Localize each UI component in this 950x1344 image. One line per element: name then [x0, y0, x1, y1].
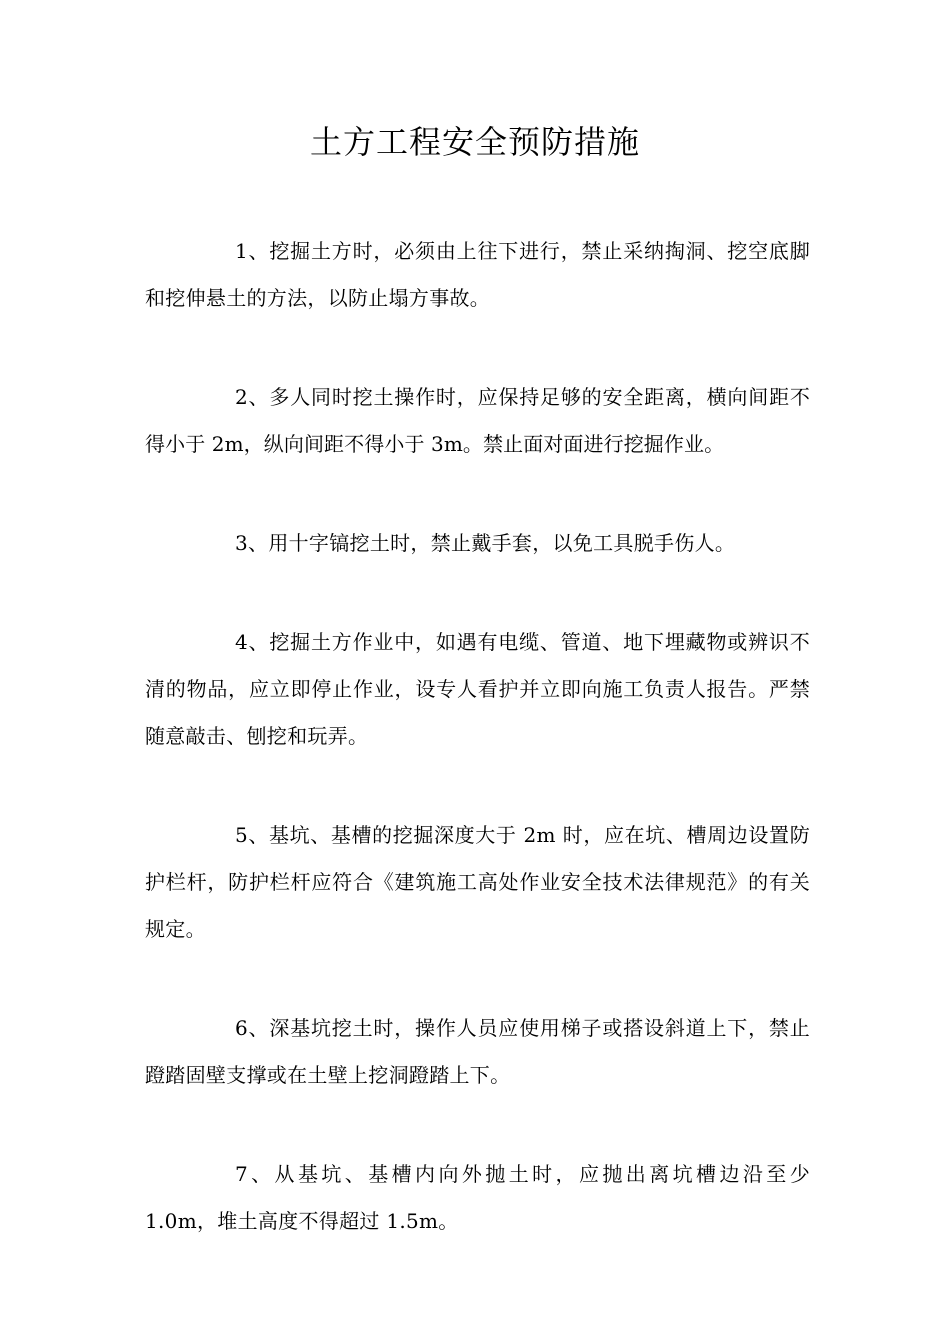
paragraph-5: 5、基坑、基槽的挖掘深度大于 2m 时，应在坑、槽周边设置防护栏杆，防护栏杆应符合《建筑施工高处作业安全技术法律规范》的有关规定。 [145, 823, 810, 941]
paragraph-1: 1、挖掘土方时，必须由上往下进行，禁止采纳掏洞、挖空底脚和挖伸悬土的方法，以防止塌方事故。 [145, 239, 810, 310]
document-title: 土方工程安全预防措施 [309, 123, 640, 161]
paragraph-2: 2、多人同时挖土操作时，应保持足够的安全距离，横向间距不得小于 2m，纵向间距不得小于 3m。禁止面对面进行挖掘作业。 [145, 385, 810, 456]
document-body [145, 228, 810, 1297]
paragraph-7: 7、从基坑、基槽内向外抛土时，应抛出离坑槽边沿至少 1.0m，堆土高度不得超过 1.5m。 [145, 1162, 810, 1233]
paragraph-4: 4、挖掘土方作业中，如遇有电缆、管道、地下埋藏物或辨识不清的物品，应立即停止作业，设专人看护并立即向施工负责人报告。严禁随意敲击、刨挖和玩弄。 [145, 630, 810, 748]
paragraph-6: 6、深基坑挖土时，操作人员应使用梯子或搭设斜道上下，禁止蹬踏固壁支撑或在土壁上挖洞蹬踏上下。 [145, 1016, 810, 1087]
paragraph-3: 3、用十字镐挖土时，禁止戴手套，以免工具脱手伤人。 [235, 531, 736, 555]
